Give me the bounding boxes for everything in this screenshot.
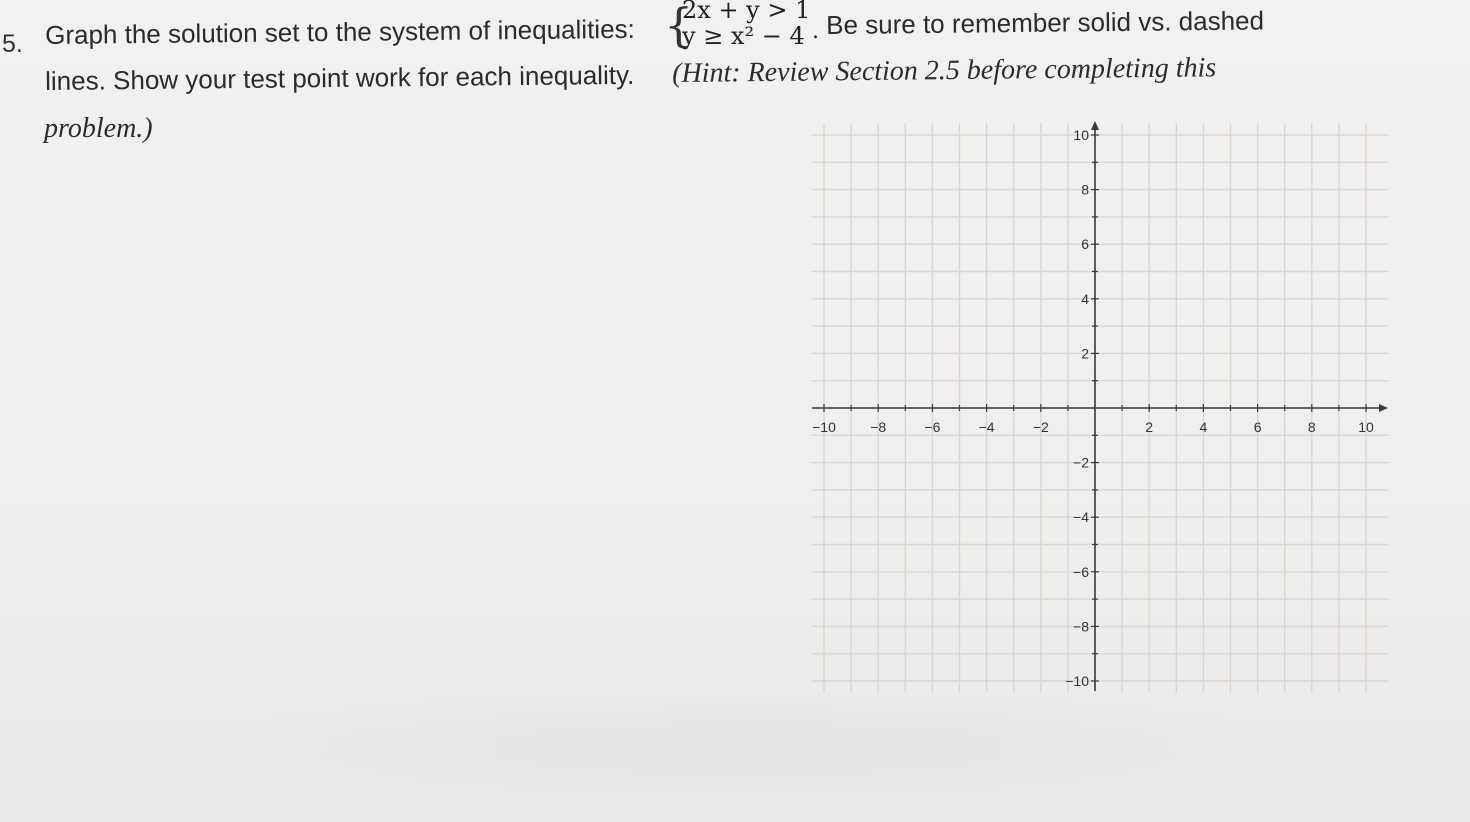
y-tick-label: 10 — [1073, 127, 1089, 143]
problem-hint-continuation: problem.) — [44, 113, 153, 144]
problem-hint: (Hint: Review Section 2.5 before completing this — [672, 52, 1217, 89]
inequality-2: y ≥ x² − 4 — [682, 22, 805, 50]
y-tick-label: −2 — [1073, 454, 1089, 471]
problem-prompt-line-2: lines. Show your test point work for each inequality. — [45, 59, 635, 96]
x-tick-label: −10 — [812, 419, 836, 435]
x-tick-label: 2 — [1145, 419, 1154, 435]
y-tick-label: 8 — [1081, 181, 1089, 198]
paper-shadow — [200, 690, 1300, 800]
y-tick-label: −6 — [1073, 563, 1089, 580]
x-tick-label: 10 — [1358, 419, 1374, 435]
x-tick-label: −6 — [924, 419, 941, 435]
x-tick-label: 4 — [1199, 419, 1208, 435]
x-tick-label: −8 — [870, 419, 887, 435]
x-tick-label: −4 — [978, 419, 995, 435]
x-tick-label: 6 — [1253, 419, 1262, 435]
x-axis-arrow-icon — [1379, 404, 1388, 412]
y-tick-label: 4 — [1081, 290, 1089, 307]
problem-prompt-line-1: Graph the solution set to the system of inequalities: — [45, 13, 635, 50]
y-tick-label: −4 — [1073, 509, 1089, 526]
y-tick-label: 2 — [1081, 345, 1089, 362]
x-tick-label: −2 — [1032, 419, 1049, 435]
y-axis-arrow-icon — [1091, 121, 1099, 130]
problem-prompt-instruction: Be sure to remember solid vs. dashed — [826, 5, 1265, 40]
x-tick-label: 8 — [1307, 419, 1316, 435]
left-brace-icon: { — [664, 0, 694, 52]
y-tick-label: −10 — [1065, 673, 1089, 689]
system-punctuation: . — [812, 19, 819, 44]
coordinate-grid[interactable] — [800, 115, 1400, 705]
coordinate-grid-svg[interactable] — [800, 115, 1400, 705]
problem-number: 5. — [2, 30, 23, 58]
y-tick-label: 6 — [1081, 236, 1089, 253]
inequality-1: 2x + y > 1 — [682, 0, 811, 24]
y-tick-label: −8 — [1073, 618, 1089, 635]
